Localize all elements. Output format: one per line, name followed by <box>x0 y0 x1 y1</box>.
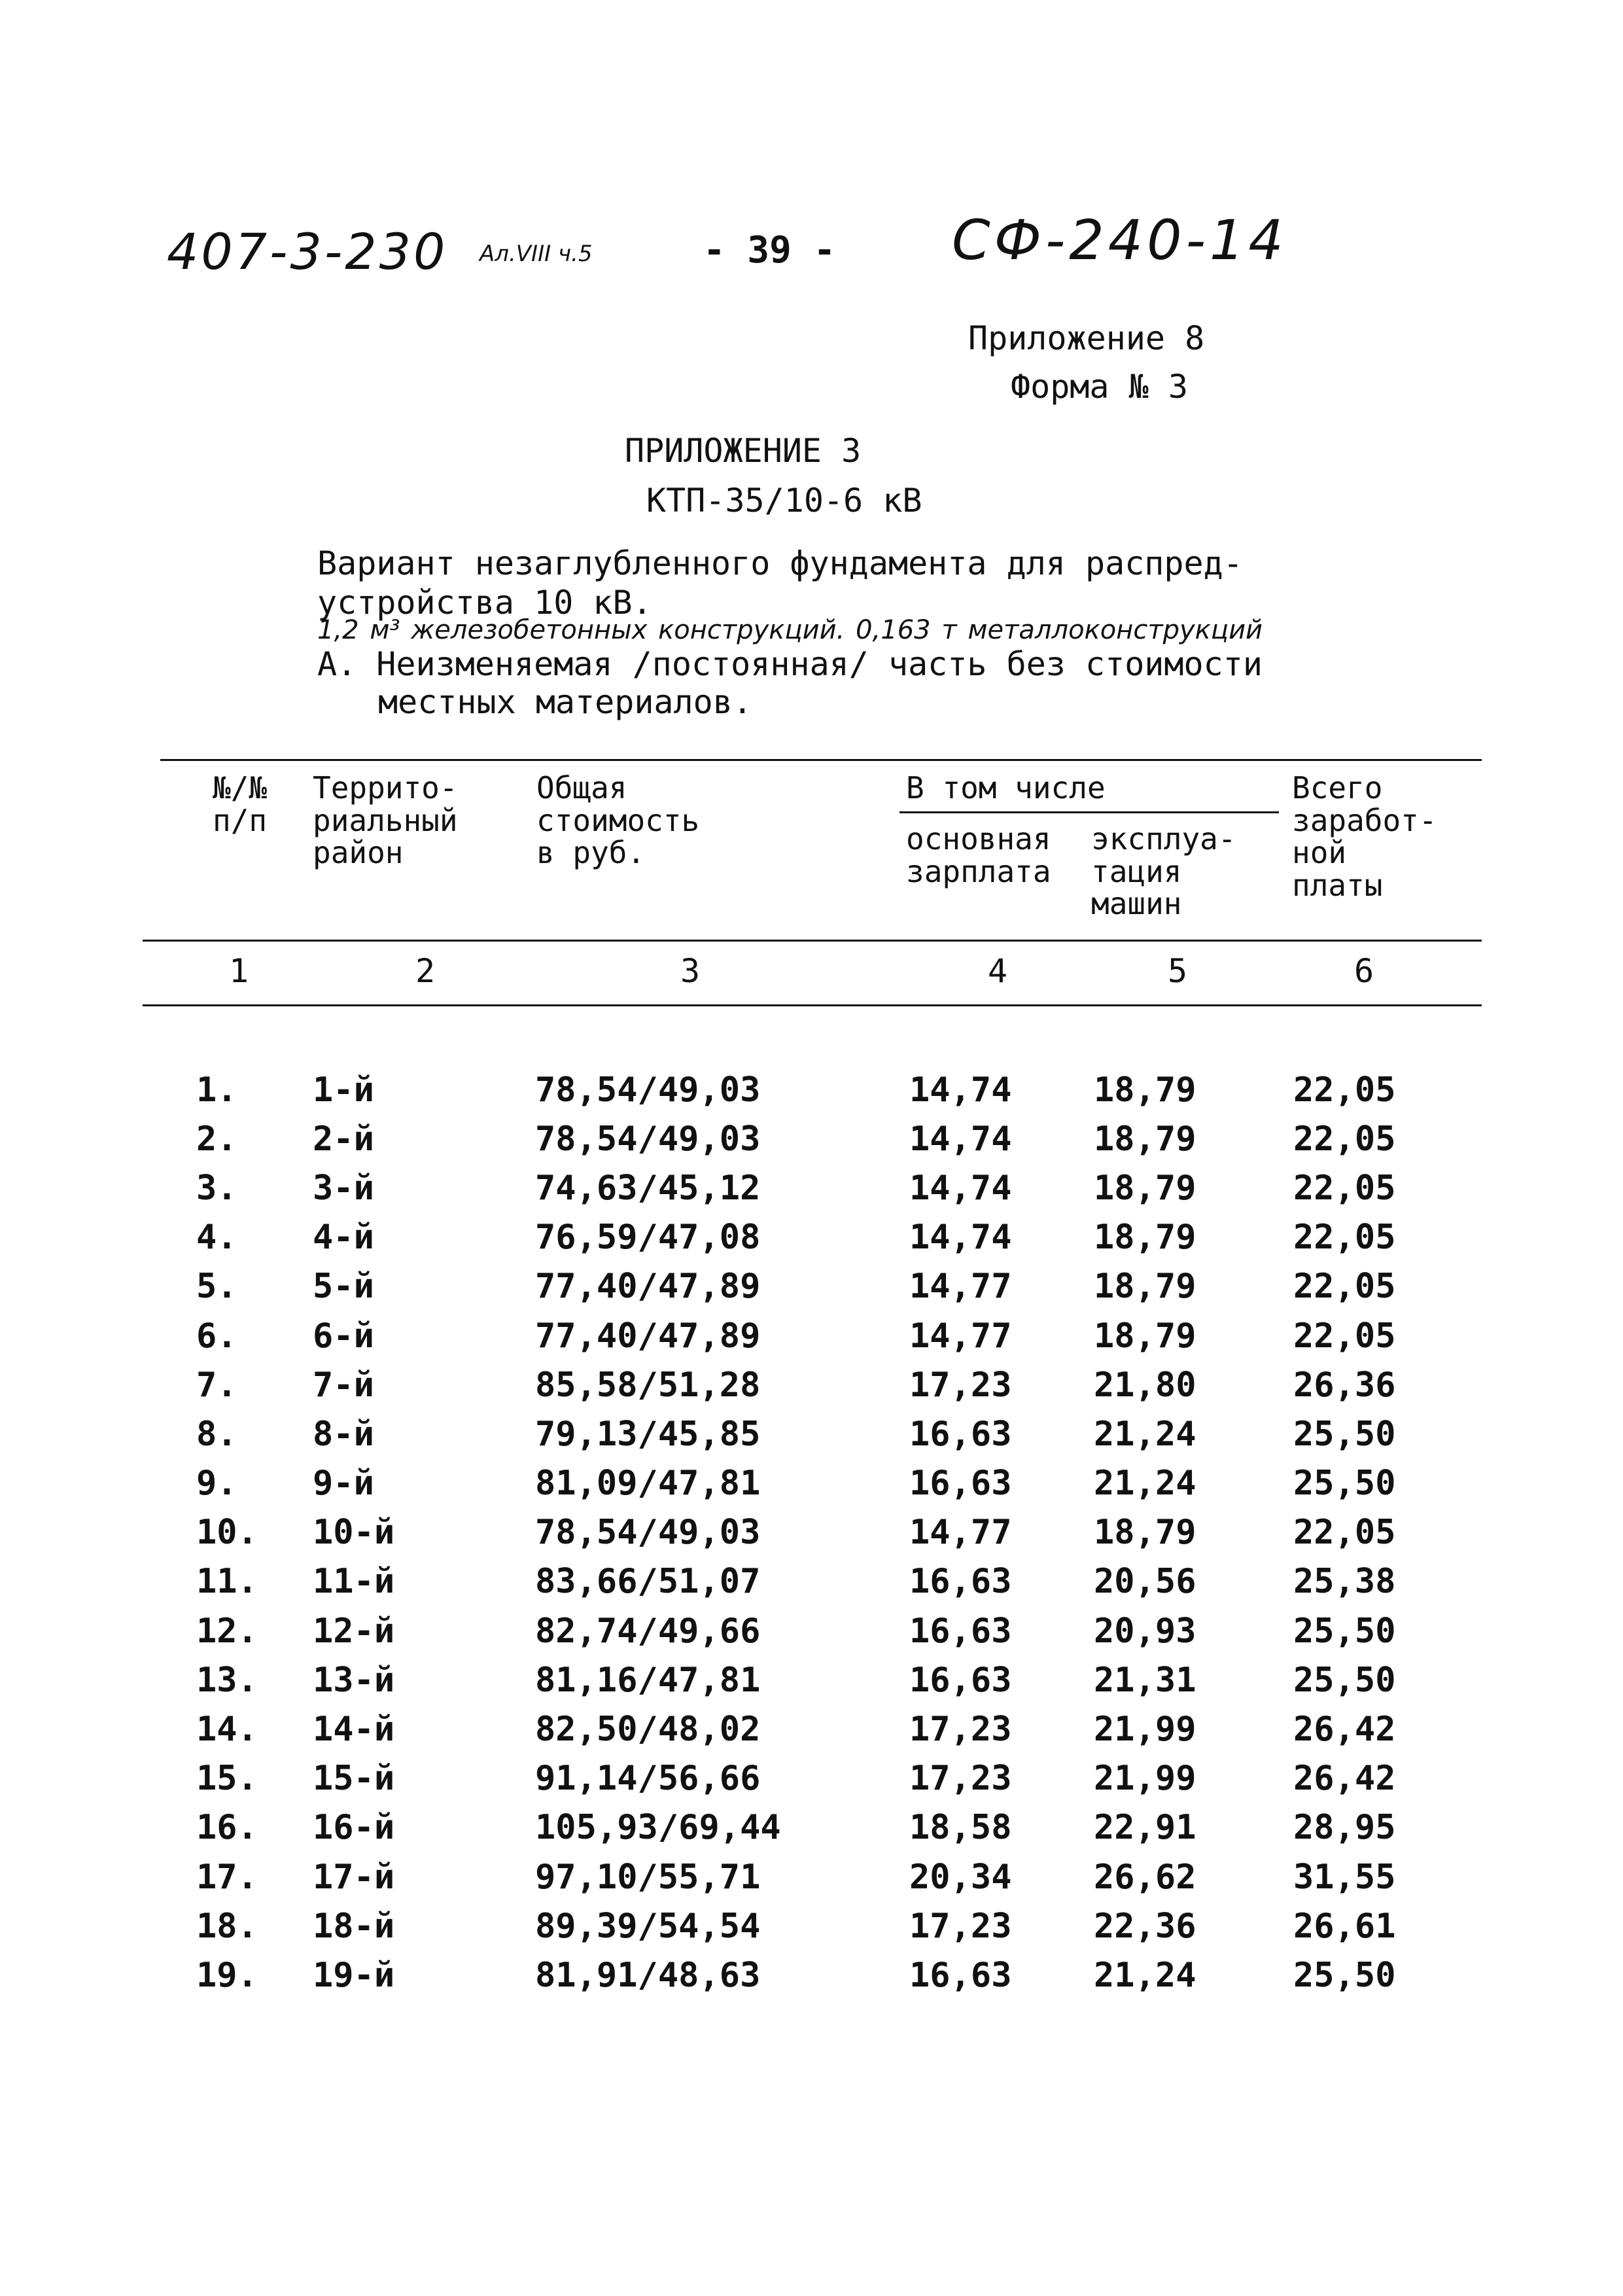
row-number: 8. <box>196 1414 237 1454</box>
row-base-salary: 16,63 <box>909 1660 1012 1700</box>
column-number: 1 <box>229 952 249 990</box>
row-total-wages: 31,55 <box>1293 1857 1396 1897</box>
row-machine-operation: 18,79 <box>1094 1513 1196 1553</box>
row-region: 18-й <box>313 1906 395 1946</box>
table-row <box>196 1409 1437 1458</box>
row-total-cost: 82,74/49,66 <box>535 1611 761 1651</box>
header-machine-operation: эксплуа- тация машин <box>1091 821 1236 922</box>
row-base-salary: 20,34 <box>909 1857 1012 1897</box>
row-base-salary: 14,77 <box>909 1267 1012 1307</box>
table-row <box>196 1951 1437 2000</box>
row-machine-operation: 18,79 <box>1094 1267 1196 1307</box>
row-region: 9-й <box>313 1464 374 1504</box>
row-number: 6. <box>196 1316 237 1356</box>
row-number: 14. <box>196 1710 258 1750</box>
column-number: 5 <box>1168 952 1188 990</box>
row-number: 2. <box>196 1119 237 1159</box>
row-region: 12-й <box>313 1611 395 1651</box>
row-base-salary: 16,63 <box>909 1955 1012 1995</box>
row-total-cost: 89,39/54,54 <box>535 1906 761 1946</box>
row-base-salary: 18,58 <box>909 1808 1012 1848</box>
table-row <box>196 1459 1437 1508</box>
row-region: 6-й <box>313 1316 374 1356</box>
row-total-cost: 97,10/55,71 <box>535 1857 761 1897</box>
row-region: 8-й <box>313 1414 374 1454</box>
row-total-wages: 25,38 <box>1293 1562 1396 1602</box>
document-code: 407-3-230 <box>167 222 448 281</box>
cost-table <box>196 1065 1437 2000</box>
row-machine-operation: 21,24 <box>1094 1955 1196 1995</box>
table-row <box>196 1557 1437 1606</box>
row-base-salary: 14,74 <box>909 1070 1012 1110</box>
row-number: 17. <box>196 1857 258 1897</box>
row-total-cost: 78,54/49,03 <box>535 1513 761 1553</box>
table-row <box>196 1360 1437 1409</box>
row-region: 14-й <box>313 1710 395 1750</box>
row-base-salary: 17,23 <box>909 1906 1012 1946</box>
description-line-3: А. Неизменяемая /постоянная/ часть без стоимости <box>317 645 1263 683</box>
row-total-cost: 81,09/47,81 <box>535 1464 761 1504</box>
row-total-wages: 26,36 <box>1293 1365 1396 1405</box>
row-total-wages: 22,05 <box>1293 1316 1396 1356</box>
column-numbers-rule <box>143 1004 1482 1006</box>
table-top-rule <box>160 759 1482 761</box>
handwritten-note: 1,2 м³ железобетонных конструкций. 0,163 т металлоконструкций <box>317 615 1263 645</box>
row-base-salary: 16,63 <box>909 1464 1012 1504</box>
row-number: 15. <box>196 1759 258 1799</box>
row-total-wages: 28,95 <box>1293 1808 1396 1848</box>
row-total-cost: 81,91/48,63 <box>535 1955 761 1995</box>
row-machine-operation: 21,24 <box>1094 1464 1196 1504</box>
row-machine-operation: 21,80 <box>1094 1365 1196 1405</box>
row-total-cost: 79,13/45,85 <box>535 1414 761 1454</box>
header-base-salary: основная зарплата <box>906 821 1051 889</box>
row-number: 4. <box>196 1218 237 1258</box>
row-total-wages: 22,05 <box>1293 1168 1396 1208</box>
row-total-cost: 82,50/48,02 <box>535 1710 761 1750</box>
row-region: 10-й <box>313 1513 395 1553</box>
row-total-wages: 22,05 <box>1293 1218 1396 1258</box>
header-total-wages: Всего заработ- ной платы <box>1292 770 1437 904</box>
row-region: 7-й <box>313 1365 374 1405</box>
group-underline <box>899 811 1279 813</box>
row-machine-operation: 22,91 <box>1094 1808 1196 1848</box>
row-number: 10. <box>196 1513 258 1553</box>
row-machine-operation: 18,79 <box>1094 1316 1196 1356</box>
row-base-salary: 17,23 <box>909 1759 1012 1799</box>
row-total-cost: 91,14/56,66 <box>535 1759 761 1799</box>
row-number: 16. <box>196 1808 258 1848</box>
row-total-wages: 22,05 <box>1293 1267 1396 1307</box>
row-total-cost: 77,40/47,89 <box>535 1267 761 1307</box>
row-number: 9. <box>196 1464 237 1504</box>
equipment-title: КТП-35/10-6 кВ <box>646 482 922 520</box>
series-code: СФ-240-14 <box>952 208 1287 272</box>
row-base-salary: 14,77 <box>909 1513 1012 1553</box>
row-region: 19-й <box>313 1955 395 1995</box>
row-number: 12. <box>196 1611 258 1651</box>
row-number: 5. <box>196 1267 237 1307</box>
row-total-cost: 78,54/49,03 <box>535 1119 761 1159</box>
table-row <box>196 1606 1437 1655</box>
row-machine-operation: 21,99 <box>1094 1710 1196 1750</box>
row-machine-operation: 21,31 <box>1094 1660 1196 1700</box>
row-total-cost: 76,59/47,08 <box>535 1218 761 1258</box>
row-number: 1. <box>196 1070 237 1110</box>
row-region: 4-й <box>313 1218 374 1258</box>
row-total-cost: 85,58/51,28 <box>535 1365 761 1405</box>
row-number: 3. <box>196 1168 237 1208</box>
row-region: 2-й <box>313 1119 374 1159</box>
table-row <box>196 1065 1437 1114</box>
table-row <box>196 1311 1437 1360</box>
table-row <box>196 1213 1437 1262</box>
form-number: Форма № 3 <box>1011 368 1188 406</box>
row-base-salary: 16,63 <box>909 1611 1012 1651</box>
document-sheet: Ал.VIII ч.5 <box>480 241 593 267</box>
row-base-salary: 14,74 <box>909 1218 1012 1258</box>
row-machine-operation: 18,79 <box>1094 1119 1196 1159</box>
row-total-wages: 26,61 <box>1293 1906 1396 1946</box>
row-number: 19. <box>196 1955 258 1995</box>
header-region: Террито- риальный район <box>313 770 458 871</box>
row-region: 16-й <box>313 1808 395 1848</box>
row-region: 5-й <box>313 1267 374 1307</box>
table-row <box>196 1655 1437 1704</box>
table-row <box>196 1262 1437 1311</box>
row-total-wages: 25,50 <box>1293 1611 1396 1651</box>
row-machine-operation: 20,93 <box>1094 1611 1196 1651</box>
row-machine-operation: 18,79 <box>1094 1168 1196 1208</box>
table-row <box>196 1852 1437 1901</box>
header-separator-rule <box>143 940 1482 942</box>
row-number: 11. <box>196 1562 258 1602</box>
row-total-cost: 78,54/49,03 <box>535 1070 761 1110</box>
row-machine-operation: 26,62 <box>1094 1857 1196 1897</box>
row-base-salary: 14,74 <box>909 1119 1012 1159</box>
appendix-title: ПРИЛОЖЕНИЕ 3 <box>625 432 862 470</box>
row-number: 7. <box>196 1365 237 1405</box>
column-number: 2 <box>415 952 436 990</box>
row-total-wages: 25,50 <box>1293 1464 1396 1504</box>
row-number: 18. <box>196 1906 258 1946</box>
row-machine-operation: 22,36 <box>1094 1906 1196 1946</box>
row-total-wages: 22,05 <box>1293 1070 1396 1110</box>
row-base-salary: 16,63 <box>909 1562 1012 1602</box>
row-total-cost: 83,66/51,07 <box>535 1562 761 1602</box>
table-row <box>196 1163 1437 1212</box>
row-machine-operation: 18,79 <box>1094 1070 1196 1110</box>
row-number: 13. <box>196 1660 258 1700</box>
description-line-2: устройства 10 кВ. <box>317 584 652 622</box>
row-base-salary: 17,23 <box>909 1710 1012 1750</box>
table-row <box>196 1508 1437 1557</box>
row-machine-operation: 21,99 <box>1094 1759 1196 1799</box>
row-base-salary: 14,74 <box>909 1168 1012 1208</box>
row-total-wages: 25,50 <box>1293 1955 1396 1995</box>
table-row <box>196 1754 1437 1803</box>
row-region: 17-й <box>313 1857 395 1897</box>
row-machine-operation: 21,24 <box>1094 1414 1196 1454</box>
row-total-cost: 81,16/47,81 <box>535 1660 761 1700</box>
table-row <box>196 1901 1437 1951</box>
appendix-8-label: Приложение 8 <box>968 319 1205 357</box>
row-base-salary: 17,23 <box>909 1365 1012 1405</box>
column-number: 4 <box>988 952 1008 990</box>
row-region: 3-й <box>313 1168 374 1208</box>
row-total-wages: 26,42 <box>1293 1710 1396 1750</box>
row-total-wages: 25,50 <box>1293 1414 1396 1454</box>
header-total-cost: Общая стоимость в руб. <box>536 770 700 871</box>
table-row <box>196 1704 1437 1754</box>
row-base-salary: 16,63 <box>909 1414 1012 1454</box>
row-region: 1-й <box>313 1070 374 1110</box>
column-number: 3 <box>680 952 701 990</box>
page-number: - 39 - <box>703 229 836 272</box>
row-machine-operation: 18,79 <box>1094 1218 1196 1258</box>
row-total-cost: 77,40/47,89 <box>535 1316 761 1356</box>
row-region: 11-й <box>313 1562 395 1602</box>
row-total-cost: 105,93/69,44 <box>535 1808 781 1848</box>
row-total-wages: 26,42 <box>1293 1759 1396 1799</box>
table-row <box>196 1803 1437 1852</box>
row-region: 13-й <box>313 1660 395 1700</box>
description-line-1: Вариант незаглубленного фундамента для распред- <box>317 544 1243 582</box>
row-machine-operation: 20,56 <box>1094 1562 1196 1602</box>
table-row <box>196 1114 1437 1163</box>
row-total-wages: 22,05 <box>1293 1119 1396 1159</box>
description-line-4: местных материалов. <box>378 683 752 721</box>
row-region: 15-й <box>313 1759 395 1799</box>
row-base-salary: 14,77 <box>909 1316 1012 1356</box>
row-total-cost: 74,63/45,12 <box>535 1168 761 1208</box>
header-including-group: В том числе <box>906 770 1106 805</box>
column-number: 6 <box>1354 952 1374 990</box>
row-total-wages: 25,50 <box>1293 1660 1396 1700</box>
row-total-wages: 22,05 <box>1293 1513 1396 1553</box>
header-number: №/№ п/п <box>213 770 268 838</box>
